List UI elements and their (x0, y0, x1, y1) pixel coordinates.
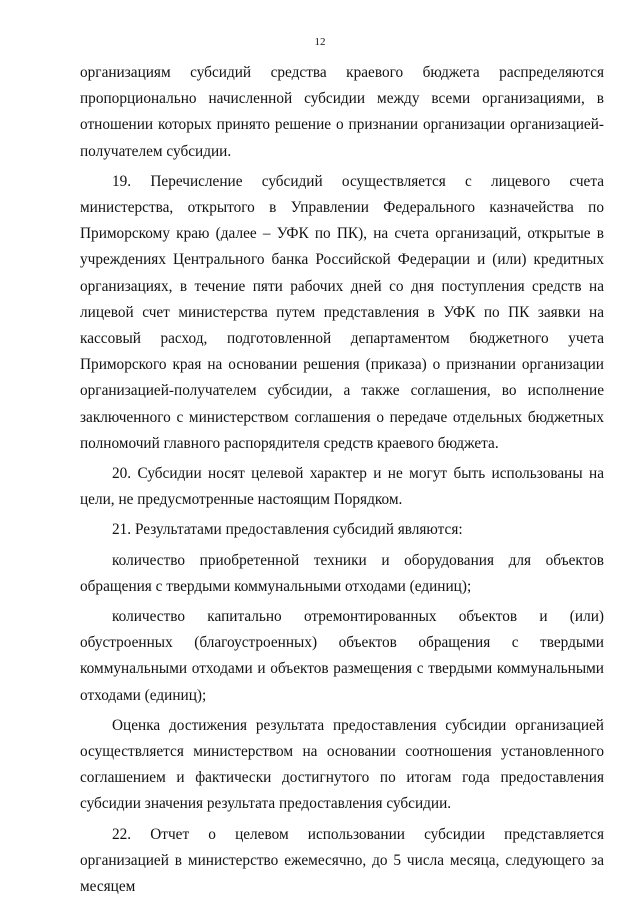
paragraph-clause-22: 22. Отчет о целевом использовании субсидии представляется организацией в министерство ежемесячно, до 5 числа месяца, следующего за месяцем (80, 825, 604, 896)
paragraph-continuation: организациям субсидий средства краевого бюджета распределяются пропорционально начисленной субсидии между всеми организациями, в отношении которых принято решение о признании организации организацией-получателем субсидии. (80, 64, 604, 160)
paragraph-clause-20: 20. Субсидии носят целевой характер и не могут быть использованы на цели, не предусмотренные настоящим Порядком. (80, 465, 604, 509)
document-body (80, 60, 604, 904)
paragraph-result-equipment: количество приобретенной техники и оборудования для объектов обращения с твердыми коммунальными отходами (единиц); (80, 551, 604, 595)
paragraph-clause-21: 21. Результатами предоставления субсидий являются: (112, 521, 463, 539)
paragraph-evaluation: Оценка достижения результата предоставления субсидии организацией осуществляется министерством на основании соотношения установленного соглашением и фактически достигнутого по итогам года предоставления субсидии значения результата предоставления субсидии. (80, 716, 604, 813)
paragraph-clause-19: 19. Перечисление субсидий осуществляется с лицевого счета министерства, открытого в Управлении Федерального казначейства по Приморскому краю (далее – УФК по ПК), на счета организаций, открытые в учреждениях Центрального банка Российской Федерации и (или) кредитных организациях, в течение пяти рабочих дней со дня поступления средств на лицевой счет министерства путем представления в УФК по ПК заявки на кассовый расход, подготовленной департаментом бюджетного учета Приморского края на основании решения (приказа) о признании организации организацией-получателем субсидии, а также соглашения, во исполнение заключенного с министерством соглашения о передаче отдельных бюджетных полномочий главного распорядителя средств краевого бюджета. (80, 172, 604, 452)
page-number: 12 (314, 36, 326, 48)
paragraph-result-repaired-objects: количество капитально отремонтированных объектов и (или) обустроенных (благоустроенных) объектов обращения с твердыми коммунальными отходами и объектов размещения с твердыми коммунальными отходами (единиц); (80, 608, 604, 704)
